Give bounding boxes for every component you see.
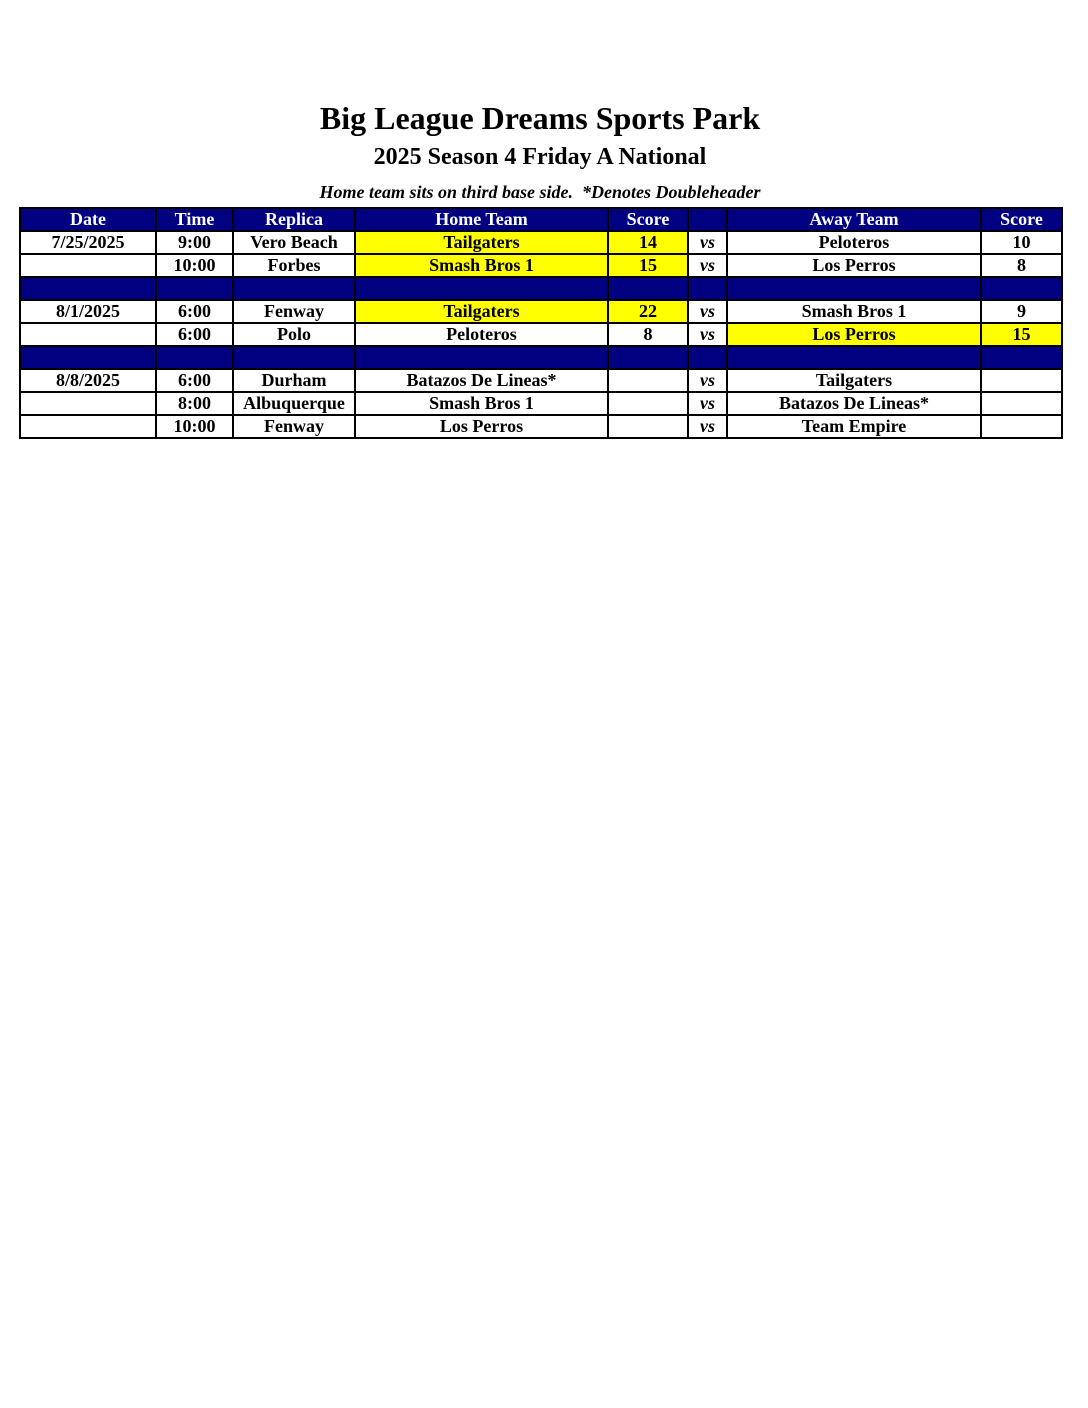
home-score [608,392,688,415]
table-row [20,415,1062,438]
table-row [20,254,1062,277]
home-score [608,369,688,392]
divider-cell [20,346,156,369]
divider-cell [355,277,608,300]
column-header-date: Date [20,208,156,231]
vs-label: vs [688,415,727,438]
vs-label: vs [688,323,727,346]
table-row [20,231,1062,254]
divider-cell [727,277,981,300]
game-time: 10:00 [156,415,233,438]
game-time: 8:00 [156,392,233,415]
away-score: 9 [981,300,1062,323]
game-replica: Durham [233,369,355,392]
table-row [20,300,1062,323]
column-header-away-team: Away Team [727,208,981,231]
game-replica: Fenway [233,300,355,323]
away-team: Los Perros [727,323,981,346]
away-score [981,369,1062,392]
divider-cell [233,346,355,369]
schedule-note: Home team sits on third base side. *Denotes Doubleheader [319,182,761,202]
vs-label: vs [688,300,727,323]
home-team: Tailgaters [355,231,608,254]
game-date [20,254,156,277]
table-row [20,323,1062,346]
game-date: 8/8/2025 [20,369,156,392]
page-subtitle: 2025 Season 4 Friday A National [373,144,707,170]
home-score: 8 [608,323,688,346]
home-score: 14 [608,231,688,254]
home-team: Peloteros [355,323,608,346]
home-team: Los Perros [355,415,608,438]
schedule-table [19,207,1063,439]
away-score: 10 [981,231,1062,254]
divider-cell [981,346,1062,369]
game-replica: Fenway [233,415,355,438]
column-header-vs [688,208,727,231]
vs-label: vs [688,231,727,254]
away-team: Los Perros [727,254,981,277]
game-date [20,323,156,346]
column-header-home-team: Home Team [355,208,608,231]
divider-cell [727,346,981,369]
column-header-away-score: Score [981,208,1062,231]
table-row [20,392,1062,415]
away-score [981,392,1062,415]
game-replica: Forbes [233,254,355,277]
game-date: 7/25/2025 [20,231,156,254]
divider-cell [233,277,355,300]
game-replica: Albuquerque [233,392,355,415]
divider-cell [355,346,608,369]
vs-label: vs [688,369,727,392]
column-header-home-score: Score [608,208,688,231]
week-divider-row [20,277,1062,300]
game-time: 10:00 [156,254,233,277]
away-team: Smash Bros 1 [727,300,981,323]
table-row [20,369,1062,392]
divider-cell [156,277,233,300]
away-team: Batazos De Lineas* [727,392,981,415]
away-score: 8 [981,254,1062,277]
away-score: 15 [981,323,1062,346]
away-score [981,415,1062,438]
column-header-replica: Replica [233,208,355,231]
game-time: 9:00 [156,231,233,254]
home-score [608,415,688,438]
home-team: Batazos De Lineas* [355,369,608,392]
week-divider-row [20,346,1062,369]
game-date [20,415,156,438]
column-header-time: Time [156,208,233,231]
home-team: Smash Bros 1 [355,392,608,415]
game-date: 8/1/2025 [20,300,156,323]
page-title: Big League Dreams Sports Park [319,100,761,136]
home-team: Tailgaters [355,300,608,323]
divider-cell [688,346,727,369]
game-replica: Polo [233,323,355,346]
away-team: Tailgaters [727,369,981,392]
table-header-row [20,208,1062,231]
divider-cell [156,346,233,369]
home-score: 15 [608,254,688,277]
game-time: 6:00 [156,323,233,346]
divider-cell [20,277,156,300]
vs-label: vs [688,392,727,415]
away-team: Team Empire [727,415,981,438]
divider-cell [608,346,688,369]
home-team: Smash Bros 1 [355,254,608,277]
game-time: 6:00 [156,369,233,392]
game-time: 6:00 [156,300,233,323]
away-team: Peloteros [727,231,981,254]
divider-cell [608,277,688,300]
home-score: 22 [608,300,688,323]
vs-label: vs [688,254,727,277]
game-date [20,392,156,415]
game-replica: Vero Beach [233,231,355,254]
divider-cell [981,277,1062,300]
divider-cell [688,277,727,300]
